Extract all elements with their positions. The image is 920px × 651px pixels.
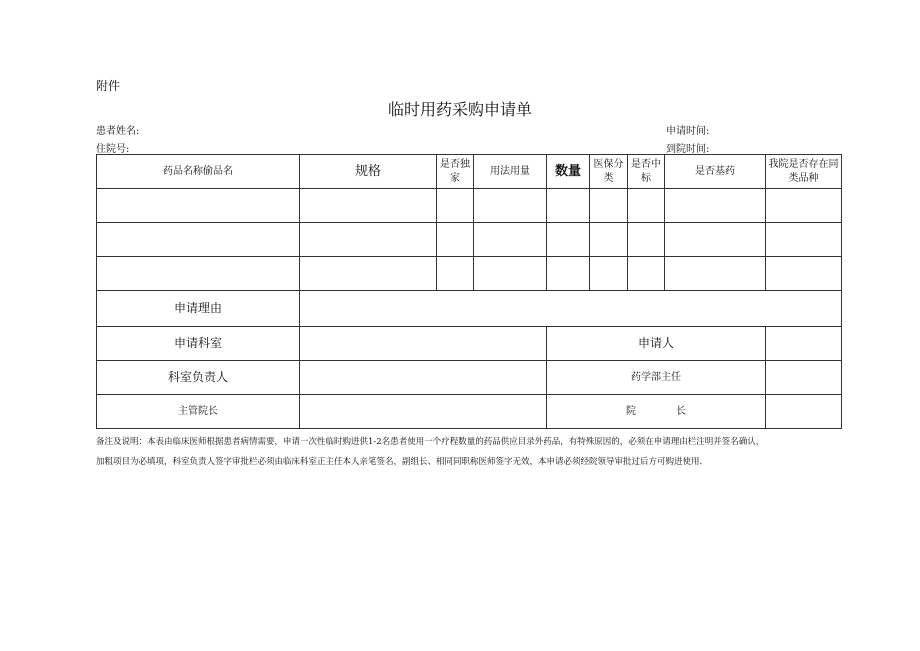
exclusive-cell[interactable] [437,257,474,291]
table-row [97,257,842,291]
column-header-spec: 规格 [300,155,437,189]
department-head-label: 科室负责人 [97,361,300,395]
bid-cell[interactable] [628,257,665,291]
reason-row [97,291,842,327]
apply-time-label: 申请时间: [666,126,710,137]
column-header-drug-name: 药品名称偷品名 [97,155,300,189]
essential-cell[interactable] [665,223,766,257]
column-header-insurance-class: 医保分类 [590,155,628,189]
department-label: 申请科室 [97,327,300,361]
bid-cell[interactable] [628,189,665,223]
president-label: 院 长 [547,395,766,429]
similar-cell[interactable] [766,223,842,257]
column-header-similar-variety: 我院是否存在同类品种 [766,155,842,189]
pharmacy-director-field[interactable] [766,361,842,395]
applicant-field[interactable] [766,327,842,361]
arrival-time-label: 到院时间: [666,144,710,155]
reason-field[interactable] [300,291,842,327]
notes [96,432,764,472]
spec-cell[interactable] [300,223,437,257]
quantity-cell[interactable] [547,257,590,291]
department-field[interactable] [300,327,547,361]
drug-name-cell[interactable] [97,223,300,257]
supervising-president-field[interactable] [300,395,547,429]
spec-cell[interactable] [300,189,437,223]
notes-line-1: 备注及说明：本表由临床医师根据患者病情需要，申请一次性临时购进供1-2名患者使用一个疗程数量的药品供应目录外药品，有特殊原因的，必须在申请理由栏注明并签名确认， [96,437,765,447]
admission-number-label: 住院号: [96,144,130,155]
insurance-cell[interactable] [590,189,628,223]
table-row [97,189,842,223]
table-header-row [97,155,842,189]
drug-name-cell[interactable] [97,189,300,223]
column-header-exclusive: 是否独家 [437,155,474,189]
usage-cell[interactable] [474,223,547,257]
table-row [97,223,842,257]
department-head-row [97,361,842,395]
insurance-cell[interactable] [590,257,628,291]
insurance-cell[interactable] [590,223,628,257]
attachment-label: 附件 [96,79,121,93]
column-header-quantity: 数量 [547,155,590,189]
usage-cell[interactable] [474,189,547,223]
column-header-essential-drug: 是否基药 [665,155,766,189]
applicant-label: 申请人 [547,327,766,361]
pharmacy-director-label: 药学部主任 [547,361,766,395]
application-form-table [96,154,842,429]
president-field[interactable] [766,395,842,429]
supervising-president-label: 主管院长 [97,395,300,429]
essential-cell[interactable] [665,189,766,223]
column-header-bid-won: 是否中标 [628,155,665,189]
department-head-field[interactable] [300,361,547,395]
president-row [97,395,842,429]
exclusive-cell[interactable] [437,189,474,223]
essential-cell[interactable] [665,257,766,291]
quantity-cell[interactable] [547,189,590,223]
patient-name-label: 患者姓名: [96,126,140,137]
spec-cell[interactable] [300,257,437,291]
similar-cell[interactable] [766,189,842,223]
notes-line-2: 加粗项目为必填项，科室负责人签字审批栏必须由临床科室正主任本人亲笔签名，副组长、相同同职称医师签字无效，本申请必须经院领导审批过后方可购进使用. [96,457,703,467]
column-header-usage-dosage: 用法用量 [474,155,547,189]
similar-cell[interactable] [766,257,842,291]
bid-cell[interactable] [628,223,665,257]
department-row [97,327,842,361]
drug-name-cell[interactable] [97,257,300,291]
reason-label: 申请理由 [97,291,300,327]
page-title: 临时用药采购申请单 [387,100,532,119]
usage-cell[interactable] [474,257,547,291]
exclusive-cell[interactable] [437,223,474,257]
quantity-cell[interactable] [547,223,590,257]
